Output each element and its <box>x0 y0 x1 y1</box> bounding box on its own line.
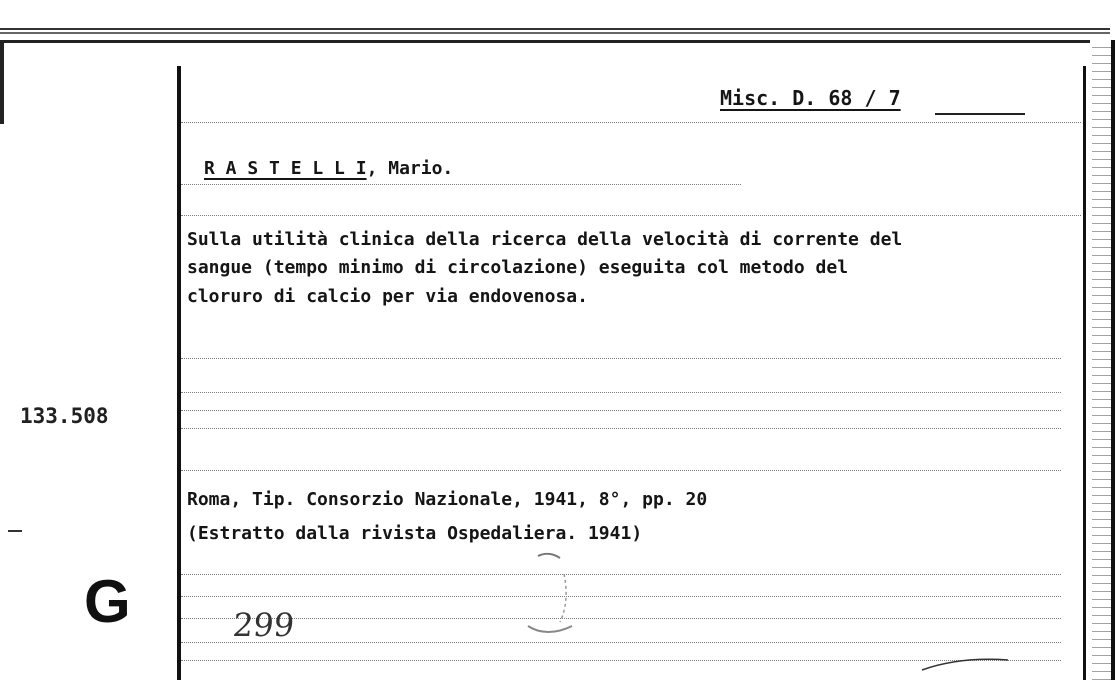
author-surname: R A S T E L L I <box>204 158 367 179</box>
ruling-line <box>181 618 1061 619</box>
author-given-name: , Mario. <box>366 158 454 179</box>
shelfmark: Misc. D. 68 / 7 <box>720 86 901 110</box>
ruling-line <box>181 642 1061 643</box>
card-right-frame <box>1111 40 1115 680</box>
author-line <box>204 158 453 179</box>
card-top-edge <box>0 28 1110 34</box>
title-line-3: cloruro di calcio per via endovenosa. <box>187 286 588 307</box>
accession-number: 133.508 <box>20 404 109 428</box>
shelfmark-rule <box>935 113 1025 115</box>
ruling-line <box>181 122 1081 123</box>
card-left-border <box>0 40 4 124</box>
title-line-2: sangue (tempo minimo di circolazione) eseguita col metodo del <box>187 257 849 278</box>
card-top-border <box>0 40 1090 43</box>
ruling-line <box>181 392 1061 393</box>
ruling-line <box>181 574 1061 575</box>
ruling-line <box>181 428 1061 429</box>
ruling-line <box>181 184 741 185</box>
title-line-1: Sulla utilità clinica della ricerca della velocità di corrente del <box>187 229 903 250</box>
ruling-line <box>181 596 1061 597</box>
pen-mark <box>920 654 1010 674</box>
series-note: (Estratto dalla rivista Ospedaliera. 1941) <box>187 523 643 544</box>
imprint: Roma, Tip. Consorzio Nazionale, 1941, 8°, pp. 20 <box>187 489 708 510</box>
handwritten-number: 299 <box>231 606 297 644</box>
card-right-border <box>1083 66 1086 680</box>
margin-line <box>177 66 181 680</box>
faint-stamp <box>520 552 580 636</box>
ruling-line <box>181 358 1061 359</box>
section-letter: G <box>84 568 131 635</box>
ruling-line <box>181 215 1081 216</box>
margin-tick <box>8 530 22 532</box>
ruling-line <box>181 410 1061 411</box>
ruling-line <box>181 470 1061 471</box>
